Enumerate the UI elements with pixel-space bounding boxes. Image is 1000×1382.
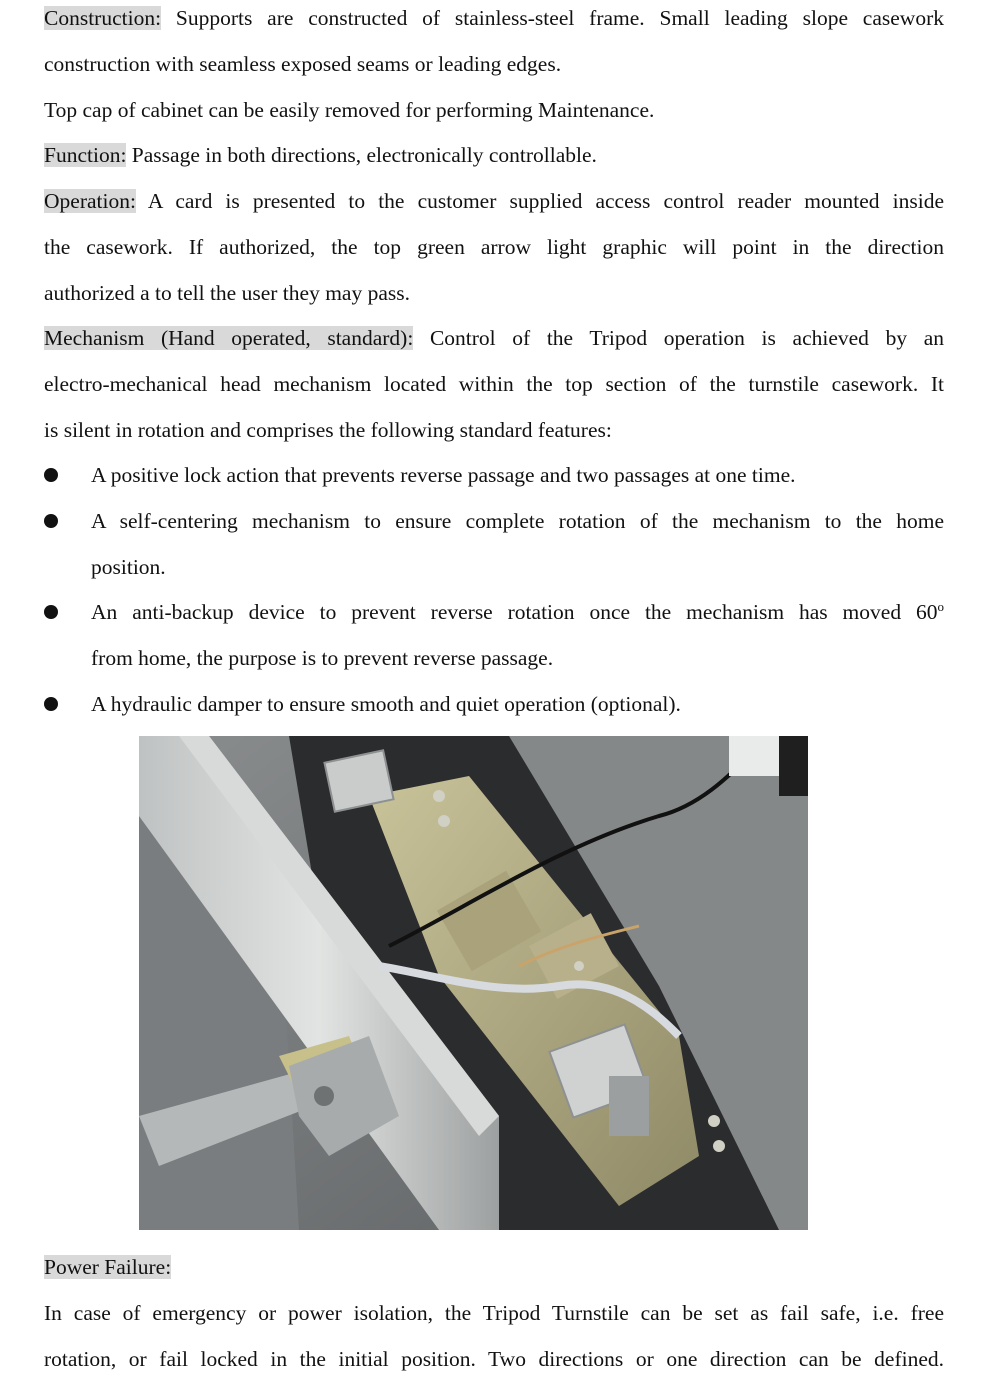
- operation-text-1: A card is presented to the customer supplied access control reader mounted inside: [135, 189, 944, 213]
- bullet-text: An anti-backup device to prevent reverse rotation once the mechanism has moved 60: [91, 600, 938, 624]
- construction-paragraph: [44, 0, 944, 133]
- power-failure-text-1: In case of emergency or power isolation, the Tripod Turnstile can be set as fail safe, i.e. free: [44, 1301, 944, 1325]
- operation-text-3: authorized a to tell the user they may pass.: [44, 281, 410, 305]
- bullet-dot: [44, 605, 58, 619]
- mechanism-text-2: electro-mechanical head mechanism located within the top section of the turnstile casework. It: [44, 372, 944, 396]
- construction-label: Construction:: [44, 6, 162, 30]
- function-paragraph: [44, 132, 944, 178]
- bullet-dot: [44, 514, 58, 528]
- bullet-dot: [44, 468, 58, 482]
- mechanism-photo: [139, 736, 808, 1230]
- mechanism-text-3: is silent in rotation and comprises the following standard features:: [44, 418, 612, 442]
- construction-text-2: construction with seamless exposed seams or leading edges.: [44, 52, 562, 76]
- function-label: Function:: [44, 143, 127, 167]
- degree-superscript: o: [937, 599, 944, 614]
- bullet-text-cont: position.: [91, 555, 166, 579]
- mechanism-label: Mechanism (Hand operated, standard):: [44, 326, 414, 350]
- mechanism-paragraph: [44, 315, 944, 453]
- bullet-dot: [44, 697, 58, 711]
- bullet-text: A positive lock action that prevents reverse passage and two passages at one time.: [91, 463, 796, 487]
- power-failure-label: Power Failure:: [44, 1255, 172, 1279]
- topcap-text: Top cap of cabinet can be easily removed for performing Maintenance.: [44, 98, 655, 122]
- power-failure-text-2: rotation, or fail locked in the initial position. Two directions or one direction can be defined.: [44, 1347, 944, 1371]
- bullet-text: A self-centering mechanism to ensure complete rotation of the mechanism to the home: [91, 509, 944, 533]
- construction-text-1: Supports are constructed of stainless-steel frame. Small leading slope casework: [161, 6, 944, 30]
- operation-paragraph: [44, 178, 944, 316]
- mechanism-text-1: Control of the Tripod operation is achieved by an: [413, 326, 944, 350]
- bullet-text-cont: from home, the purpose is to prevent reverse passage.: [91, 646, 554, 670]
- bullet-text: A hydraulic damper to ensure smooth and quiet operation (optional).: [91, 692, 681, 716]
- function-text: Passage in both directions, electronically controllable.: [126, 143, 597, 167]
- operation-text-2: the casework. If authorized, the top green arrow light graphic will point in the direction: [44, 235, 944, 259]
- operation-label: Operation:: [44, 189, 136, 213]
- power-failure-paragraph: [44, 1244, 944, 1382]
